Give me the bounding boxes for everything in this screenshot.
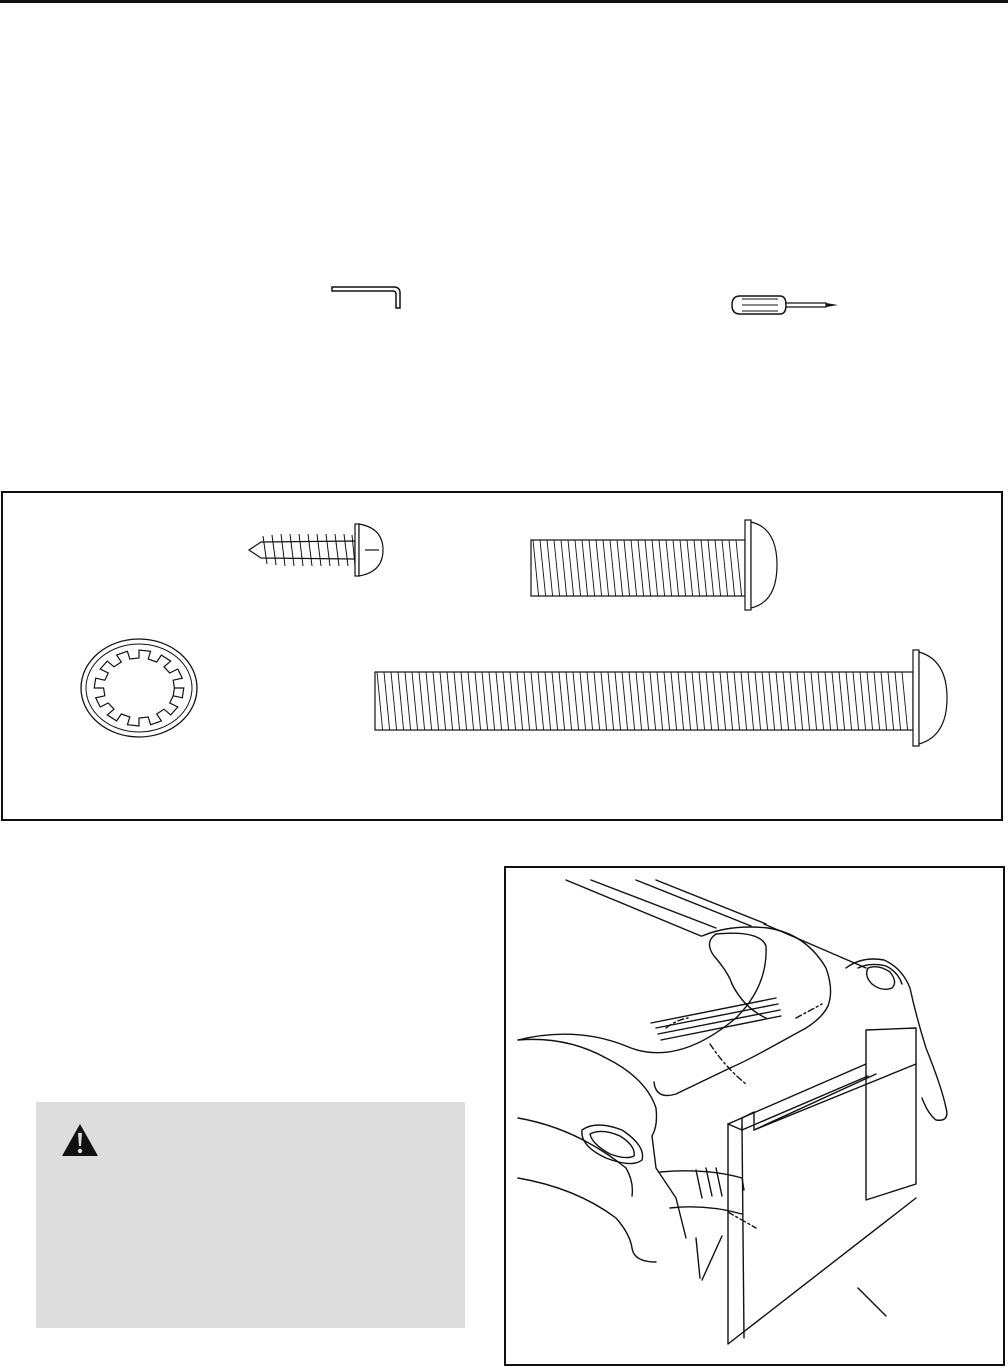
screw-icon [247, 520, 387, 580]
warning-triangle-icon [60, 1122, 100, 1158]
bolt-icon [527, 518, 779, 614]
hardware-box [1, 491, 1003, 821]
top-rule [0, 0, 1008, 3]
bolt-icon [371, 648, 951, 750]
warning-box [36, 1102, 465, 1328]
washer-icon [77, 636, 201, 740]
treadmill-icon [506, 868, 1003, 1364]
allen-wrench-icon [328, 282, 404, 312]
figure-box [504, 866, 1005, 1366]
screwdriver-icon [730, 292, 842, 318]
